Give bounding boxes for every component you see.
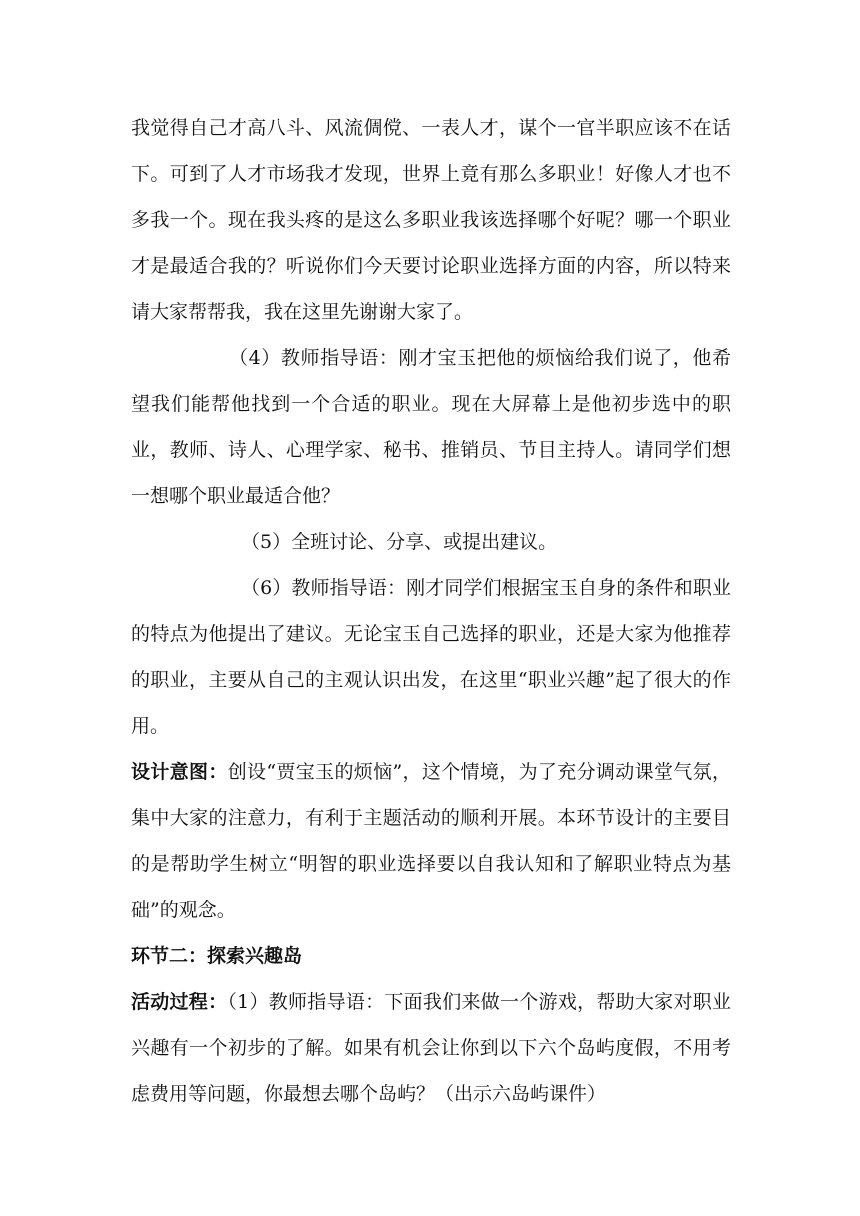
paragraph-class-discussion-5: （5）全班讨论、分享、或提出建议。 <box>241 531 558 553</box>
activity-process-text: （1）教师指导语：下面我们来做一个游戏，帮助大家对职业兴趣有一个初步的了解。如果有机会让你到以下六个岛屿度假，不用考虑费用等问题，你最想去哪个岛屿？（出示六岛屿课件） <box>131 991 731 1105</box>
paragraph-teacher-guide-6: （6）教师指导语：刚才同学们根据宝玉自身的条件和职业的特点为他提出了建议。无论宝玉自己选择的职业，还是大家为他推荐的职业，主要从自己的主观认识出发，在这里“职业兴趣”起了很大的作用。 <box>131 577 731 737</box>
paragraph-design-intent <box>131 749 731 933</box>
section-heading: 环节二：探索兴趣岛 <box>131 945 303 967</box>
activity-process-label: 活动过程： <box>131 991 228 1013</box>
paragraph-teacher-guide-4: （4）教师指导语：刚才宝玉把他的烦恼给我们说了，他希望我们能帮他找到一个合适的职业。现在大屏幕上是他初步选中的职业，教师、诗人、心理学家、秘书、推销员、节目主持人。请同学们想一想哪个职业最适合他？ <box>131 347 731 507</box>
design-intent-text: 创设“贾宝玉的烦恼”，这个情境，为了充分调动课堂气氛，集中大家的注意力，有利于主题活动的顺利开展。本环节设计的主要目的是帮助学生树立“明智的职业选择要以自我认知和了解职业特点为基础”的观念。 <box>131 761 731 921</box>
design-intent-label: 设计意图： <box>131 761 228 783</box>
paragraph-baoyu-monologue: 我觉得自己才高八斗、风流倜傥、一表人才，谋个一官半职应该不在话下。可到了人才市场我才发现，世界上竟有那么多职业！好像人才也不多我一个。现在我头疼的是这么多职业我该选择哪个好呢？哪一个职业才是最适合我的？听说你们今天要讨论职业选择方面的内容，所以特来请大家帮帮我，我在这里先谢谢大家了。 <box>131 117 731 323</box>
paragraph-activity-process <box>131 979 731 1117</box>
document-body <box>131 105 731 1117</box>
